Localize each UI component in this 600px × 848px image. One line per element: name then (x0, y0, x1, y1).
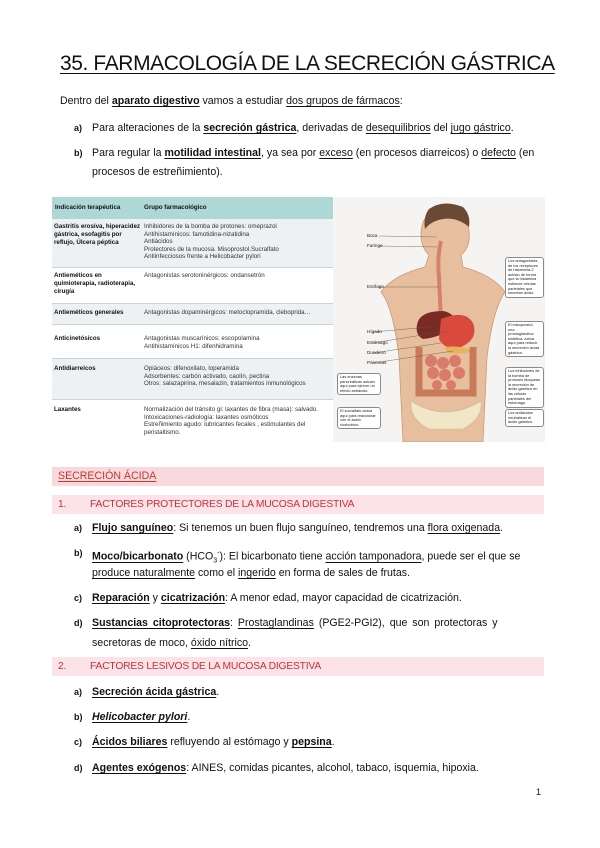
cell-line: Antiácidos (144, 238, 173, 246)
table-row (52, 304, 334, 324)
list-marker: c) (74, 593, 83, 603)
text: (HCO (183, 550, 214, 563)
text: . (510, 122, 514, 134)
text: (PGE2-PGI2), que son protectoras y (313, 617, 498, 629)
keyword: motilidad intestinal (164, 147, 261, 159)
cell-line: Protectores de la mucosa. Misoprostol.Sucralfato (144, 245, 279, 253)
label-mouth: Boca (367, 233, 378, 238)
cell-line: peristaltismo. (144, 428, 181, 436)
callout-note: Los antiácidos neutralizan el ácido gástrico. (505, 409, 544, 427)
list-marker: a) (74, 687, 83, 697)
table-cell: Gastritis erosiva, hiperacidez gástrica, esofagitis por reflujo, Úlcera péptica (54, 223, 140, 246)
intro-text: vamos a estudiar (199, 95, 287, 107)
text: . (216, 686, 220, 698)
list-marker: b) (74, 148, 83, 158)
keyword: Moco/bicarbonato (92, 550, 184, 563)
table-cell: Laxantes (54, 406, 81, 413)
text: , puede ser el que se (421, 550, 521, 563)
label-duodenum: Duodeno (367, 350, 386, 355)
table-cell (144, 365, 334, 388)
keyword: produce naturalmente (92, 567, 196, 579)
digestive-system-figure (333, 197, 545, 442)
subsection-number: 2. (58, 661, 67, 672)
list-marker: b) (74, 712, 83, 722)
keyword: Sustancias citoprotectoras (92, 617, 230, 629)
subscript: 3 (213, 557, 218, 565)
intro-keyword: aparato digestivo (111, 95, 200, 107)
table-cell (144, 406, 334, 436)
table-cell (144, 223, 334, 261)
keyword: cicatrización (160, 592, 226, 604)
text: Para regular la (92, 147, 165, 159)
table-row (52, 219, 334, 267)
callout-note: El misoprostol, una prostaglandina sintética, actúa aquí para reducir la secreción ácida gástrica. (505, 321, 544, 357)
subsection-heading (52, 495, 544, 514)
cell-line: Estreñimiento agudo: lubricantes fecales , estimulantes del (144, 421, 306, 429)
cell-line: Antihistamínicos H1: difenhidramina (144, 342, 243, 350)
keyword: acción tamponadora (325, 550, 422, 563)
keyword: Prostaglandinas (237, 617, 314, 629)
text: : (230, 617, 238, 629)
callout-note: Las enzimas pancreáticas actúan aquí para ejercer un efecto antiácido. (337, 373, 381, 395)
list-marker: c) (74, 737, 83, 747)
table-header-cell: Grupo farmacológico (144, 204, 207, 211)
text: Para alteraciones de la (92, 122, 204, 134)
label-stomach: Estómago (367, 340, 388, 345)
subsection-title: FACTORES LESIVOS DE LA MUCOSA DIGESTIVA (90, 661, 322, 672)
table-row (52, 268, 334, 303)
subsection-number: 1. (58, 499, 67, 510)
table-row (52, 400, 334, 442)
page-number: 1 (536, 787, 542, 797)
section-heading: SECRECIÓN ÁCIDA (52, 467, 544, 486)
intro-keyword: dos grupos de fármacos (286, 95, 400, 107)
keyword: jugo gástrico (450, 122, 511, 134)
cell-line: Antagonistas serotoninérgicos: ondansetrón (144, 272, 265, 279)
table-row (52, 359, 334, 399)
table-cell (144, 309, 334, 317)
text: , ya sea por (260, 147, 320, 159)
cell-line: Antagonistas dopaminérgicos: metoclopramida, cleboprida… (144, 309, 311, 316)
label-liver: Hígado (367, 329, 382, 334)
intro-paragraph (60, 95, 403, 107)
text: : AINES, comidas picantes, alcohol, tabaco, isquemia, hipoxia. (186, 762, 479, 774)
label-esophagus: Esófago (367, 284, 384, 289)
text: como el (195, 567, 239, 579)
text: y (149, 592, 161, 604)
text: . (187, 711, 191, 723)
keyword: desequilibrios (365, 122, 431, 134)
list-marker: d) (74, 763, 83, 773)
pharmacology-table (52, 197, 334, 442)
list-marker: d) (74, 618, 83, 628)
cell-line: Intoxicaciones-radiología: laxantes osmóticos (144, 413, 269, 421)
cell-line: Antihistamínicos: famotidina-nizatidina (144, 230, 250, 238)
keyword: Ácidos biliares (92, 736, 168, 748)
text: : Si tenemos un buen flujo sanguíneo, tendremos una (173, 522, 428, 534)
text: . (248, 637, 251, 649)
text: refluyendo al estómago y (167, 736, 292, 748)
cell-line: Antiinfecciosos frente a Helicobacter pylori (144, 253, 261, 261)
cell-line: Antagonistas muscarínicos: escopolamina (144, 335, 260, 342)
cell-line: Opiáceos: difenoxilato, loperamida (144, 365, 239, 372)
cell-line: Adsorbentes: carbón activado, caolín, pectina (144, 372, 270, 380)
intro-text: Dentro del (60, 95, 112, 107)
keyword: secreción gástrica (203, 122, 297, 134)
text: . (331, 736, 335, 748)
keyword: óxido nítrico (190, 637, 249, 649)
keyword: Reparación (92, 592, 150, 604)
text: (en procesos diarreicos) o (352, 147, 482, 159)
text: : A menor edad, mayor capacidad de cicatrización. (225, 592, 462, 604)
superscript: - (217, 550, 220, 557)
keyword: flora oxigenada (427, 522, 501, 534)
list-marker: b) (74, 548, 83, 558)
table-cell: Antieméticos en quimioterapia, radioterapia, cirugía (54, 272, 136, 295)
table-cell: Antieméticos generales (54, 309, 124, 316)
text: secretoras de moco, (92, 637, 191, 649)
page-title: 35. FARMACOLOGÍA DE LA SECRECIÓN GÁSTRICA (60, 52, 555, 75)
callout-note: Los inhibidores de la bomba de protones bloquean la secreción de ácido gástrico en las células parietales del estómago. (505, 367, 544, 408)
cell-line: Normalización del tránsito gi: laxantes de fibra (masa): salvado. (144, 406, 319, 413)
list-marker: a) (74, 123, 83, 133)
keyword: Agentes exógenos (92, 762, 187, 774)
text: , derivadas de (296, 122, 366, 134)
table-cell: Anticinetósicos (54, 335, 101, 342)
keyword: Helicobacter pylori (92, 711, 188, 723)
callout-note: Los antagonistas de los receptores de histamina-2 actúan de forma que la histamina estimule células parietales que secretan ácido. (505, 257, 544, 298)
keyword: Flujo sanguíneo (92, 522, 174, 534)
text: del (430, 122, 451, 134)
keyword: ingerido (238, 567, 276, 579)
table-header (52, 197, 334, 219)
cell-line: Otros: salazapirina, mesalazin, tratamientos inmunológicos (144, 380, 306, 388)
text: en forma de sales de frutas. (275, 567, 411, 579)
subsection-heading (52, 657, 544, 676)
keyword: defecto (481, 147, 516, 159)
label-pancreas: Páncreas (367, 360, 387, 365)
table-cell (144, 272, 334, 280)
subsection-title: FACTORES PROTECTORES DE LA MUCOSA DIGESTIVA (90, 499, 355, 510)
table-header-cell: Indicación terapéutica (55, 204, 121, 211)
callout-note: El sucralfato actúa aquí para reaccionar con el ácido clorhídrico. (337, 407, 381, 429)
keyword: pepsina (291, 736, 332, 748)
keyword: Secreción ácida gástrica (92, 686, 217, 698)
table-row (52, 325, 334, 358)
text: . (500, 522, 504, 534)
table-cell (144, 335, 334, 350)
table-cell: Antidiarreicos (54, 365, 96, 372)
list-marker: a) (74, 523, 83, 533)
text: ): El bicarbonato tiene (219, 550, 326, 563)
keyword: exceso (319, 147, 353, 159)
label-pharynx: Faringe (367, 243, 383, 248)
text: (en procesos de estreñimiento). (92, 147, 535, 178)
intro-text: : (399, 95, 403, 107)
cell-line: Inhibidores de la bomba de protones: omeprazol (144, 223, 277, 230)
